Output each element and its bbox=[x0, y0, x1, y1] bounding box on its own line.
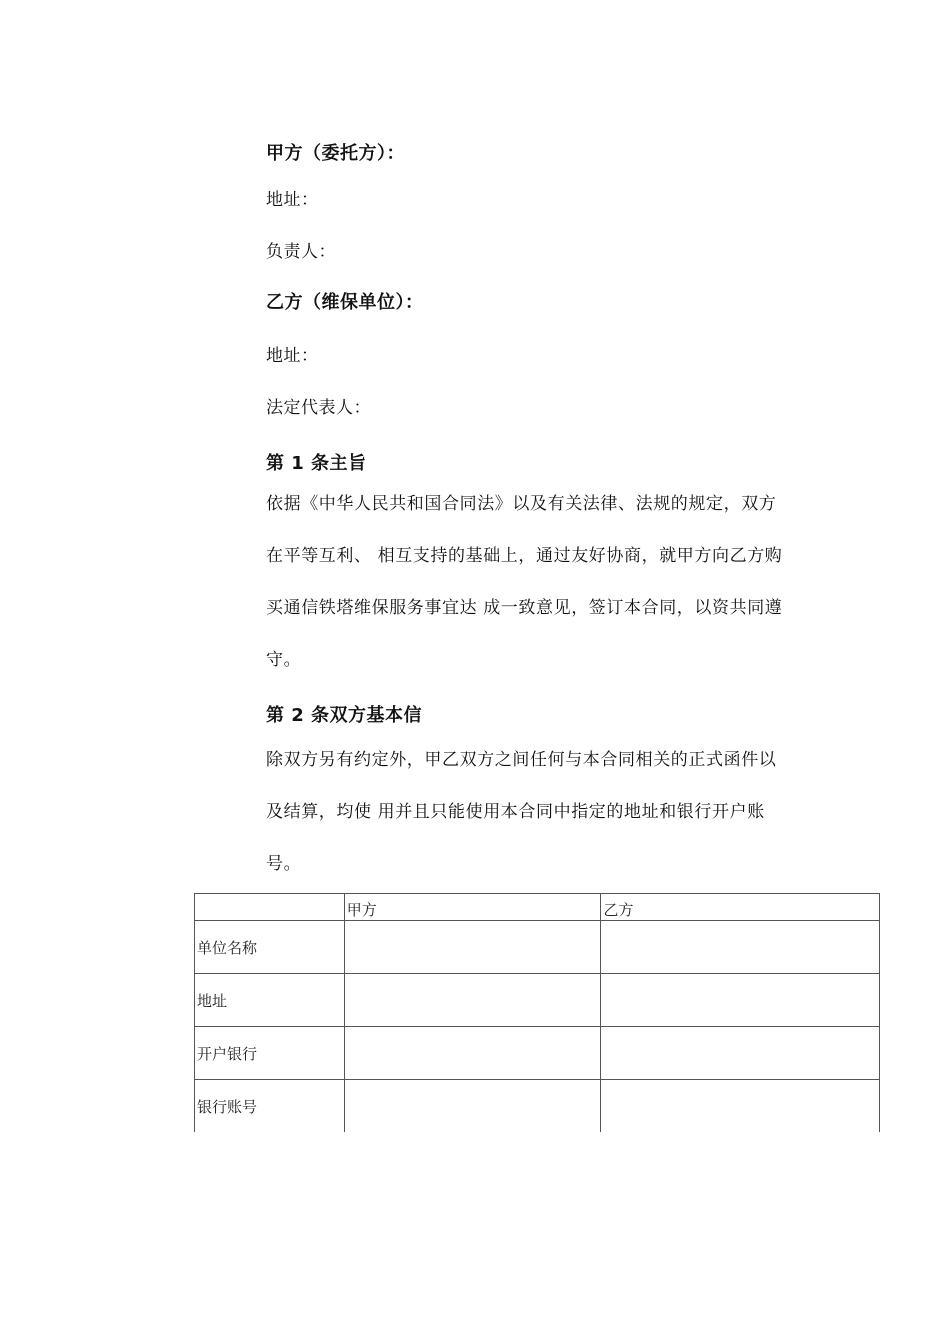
article-2-line: 及结算，均使 用并且只能使用本合同中指定的地址和银行开户账 bbox=[266, 802, 765, 822]
table-cell-party-b bbox=[601, 1080, 880, 1133]
table-row bbox=[195, 974, 880, 1027]
article-1-body bbox=[266, 478, 826, 686]
party-b-heading: 乙方（维保单位）： bbox=[266, 292, 424, 313]
table-row bbox=[195, 1080, 880, 1133]
table-cell-party-b bbox=[601, 974, 880, 1027]
table-cell-party-b bbox=[601, 921, 880, 974]
table-cell-party-a bbox=[344, 921, 601, 974]
table-cell-party-a bbox=[344, 974, 601, 1027]
table-header-party-b: 乙方 bbox=[601, 894, 880, 921]
party-a-address-label: 地址： bbox=[266, 190, 319, 210]
party-a-contact-label: 负责人： bbox=[266, 242, 336, 262]
article-1-line: 守。 bbox=[266, 650, 302, 670]
article-2-line: 号。 bbox=[266, 854, 302, 874]
table-header-cell bbox=[195, 894, 345, 921]
article-1-heading: 第 1 条主旨 bbox=[266, 453, 367, 474]
party-b-address-label: 地址： bbox=[266, 346, 319, 366]
party-b-rep-label: 法定代表人： bbox=[266, 398, 371, 418]
table-row-label: 银行账号 bbox=[195, 1080, 345, 1133]
table-row-label: 开户银行 bbox=[195, 1027, 345, 1080]
table-row bbox=[195, 921, 880, 974]
table-cell-party-a bbox=[344, 1080, 601, 1133]
table-cell-party-b bbox=[601, 1027, 880, 1080]
article-2-heading: 第 2 条双方基本信 bbox=[266, 705, 423, 726]
article-2-line: 除双方另有约定外，甲乙双方之间任何与本合同相关的正式函件以 bbox=[266, 750, 777, 770]
article-1-line: 依据《中华人民共和国合同法》以及有关法律、法规的规定，双方 bbox=[266, 494, 777, 514]
table-cell-party-a bbox=[344, 1027, 601, 1080]
table-row-label: 单位名称 bbox=[195, 921, 345, 974]
table-header-party-a: 甲方 bbox=[344, 894, 601, 921]
table-header-row bbox=[195, 894, 880, 921]
table-row bbox=[195, 1027, 880, 1080]
article-1-line: 在平等互利、 相互支持的基础上，通过友好协商，就甲方向乙方购 bbox=[266, 546, 783, 566]
article-1-line: 买通信铁塔维保服务事宜达 成一致意见，签订本合同，以资共同遵 bbox=[266, 598, 783, 618]
article-2-body bbox=[266, 734, 826, 890]
party-a-heading: 甲方（委托方）： bbox=[266, 143, 405, 164]
table-row-label: 地址 bbox=[195, 974, 345, 1027]
party-info-table bbox=[194, 893, 880, 1132]
